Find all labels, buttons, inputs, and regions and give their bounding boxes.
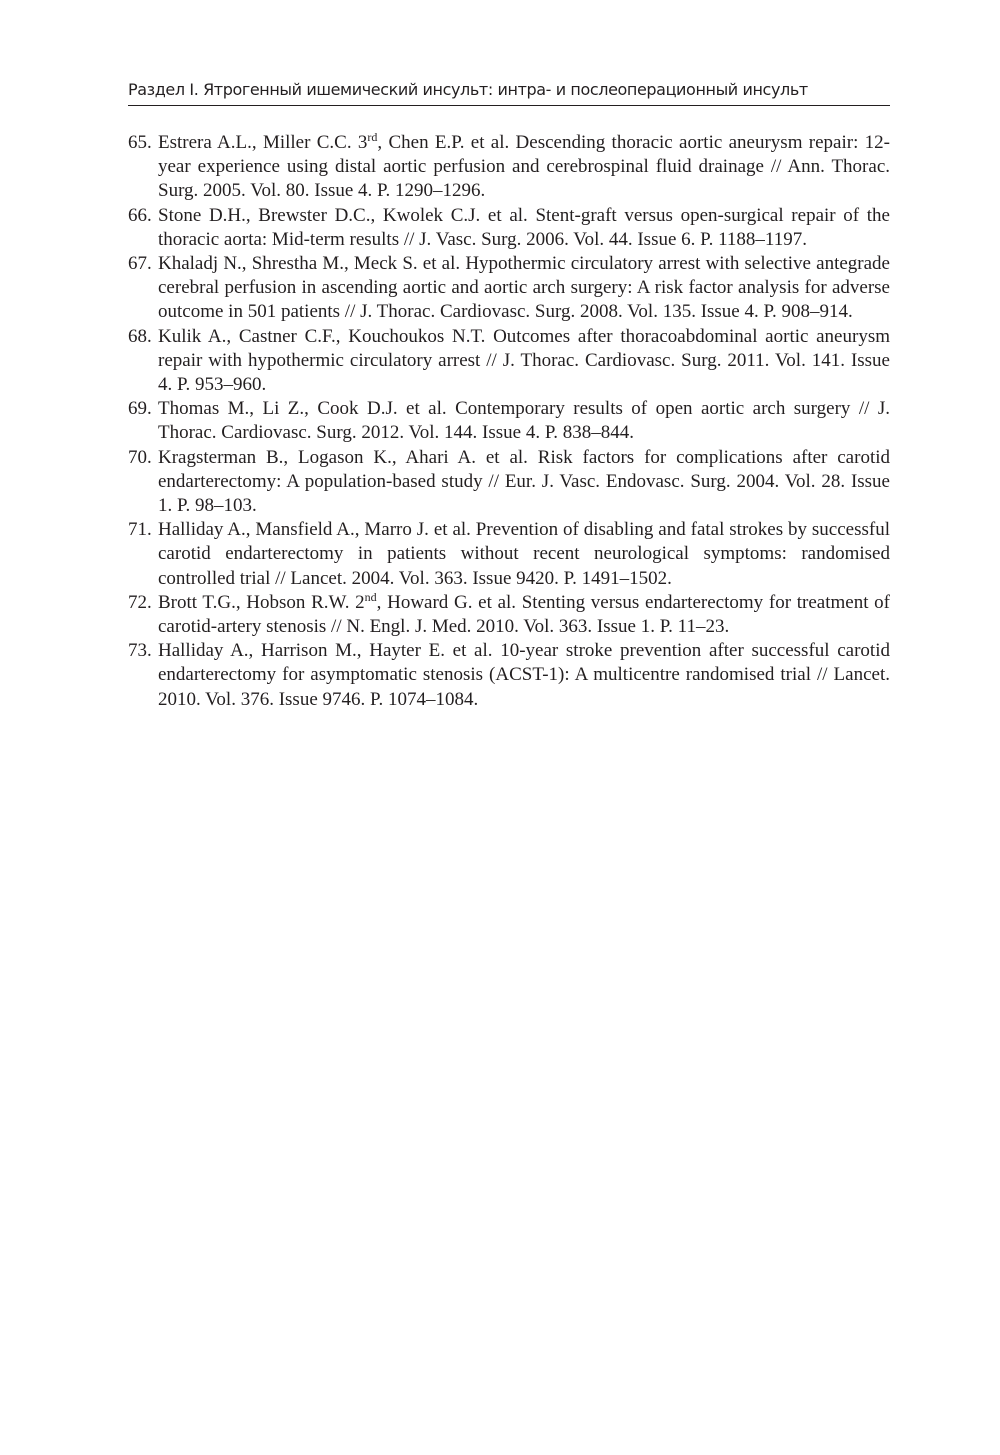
reference-text-part: Brott T.G., Hobson R.W. 2 bbox=[158, 591, 365, 613]
reference-superscript: rd bbox=[367, 130, 378, 144]
reference-item bbox=[128, 397, 890, 445]
reference-superscript: nd bbox=[364, 589, 377, 604]
running-header: Раздел I. Ятрогенный ишемический инсульт: интра- и послеоперационный инсульт bbox=[128, 80, 808, 99]
reference-item bbox=[128, 518, 890, 591]
reference-text-part: Estrera A.L., Miller C.C. 3 bbox=[158, 132, 368, 153]
reference-item bbox=[128, 204, 890, 252]
reference-text bbox=[158, 589, 890, 638]
reference-text: Stone D.H., Brewster D.C., Kwolek C.J. et al. Stent-graft versus open-surgical repair of the thoracic aorta: Mid-term results // J. Vasc. Surg. 2006. Vol. 44. Issue 6. P. 1188–1197. bbox=[158, 204, 890, 250]
reference-item bbox=[128, 591, 890, 639]
reference-number: 72. bbox=[128, 591, 152, 613]
reference-text-part: , Howard G. et al. Stenting versus endarterectomy for treatment of carotid-artery stenosis // N. Engl. J. Med. 2010. Vol. 363. Issue 1. P. 11–23. bbox=[158, 591, 890, 638]
reference-item bbox=[128, 639, 890, 712]
reference-text: Thomas M., Li Z., Cook D.J. et al. Contemporary results of open aortic arch surgery // J. Thorac. Cardiovasc. Surg. 2012. Vol. 144. Issue 4. P. 838–844. bbox=[158, 398, 890, 444]
reference-number: 67. bbox=[128, 253, 152, 275]
reference-number: 68. bbox=[128, 325, 152, 347]
reference-number: 70. bbox=[128, 446, 152, 468]
reference-text: Halliday A., Harrison M., Hayter E. et al. 10-year stroke prevention after successful carotid endarterectomy for asymptomatic stenosis (ACST-1): A multicentre randomised trial // Lancet. 2010. Vol. 376. Issue 9746. P. 1074–1084. bbox=[158, 640, 890, 710]
reference-item bbox=[128, 446, 890, 519]
reference-text bbox=[158, 132, 890, 201]
header-rule bbox=[128, 105, 890, 106]
reference-number: 69. bbox=[128, 398, 152, 420]
reference-text-part: , Chen E.P. et al. Descending thoracic aortic aneurysm repair: 12-year experience using distal aortic perfusion and cerebrospinal fluid drainage // Ann. Thorac. Surg. 2005. Vol. 80. Issue 4. P. 1290–1296. bbox=[158, 132, 890, 202]
reference-list bbox=[128, 131, 890, 712]
reference-item bbox=[128, 131, 890, 204]
reference-item bbox=[128, 252, 890, 325]
reference-text: Kulik A., Castner C.F., Kouchoukos N.T. Outcomes after thoracoabdominal aortic aneurysm repair with hypothermic circulatory arrest // J. Thorac. Cardiovasc. Surg. 2011. Vol. 141. Issue 4. P. 953–960. bbox=[158, 325, 890, 396]
reference-number: 66. bbox=[128, 204, 152, 226]
reference-item bbox=[128, 325, 890, 398]
reference-text: Halliday A., Mansfield A., Marro J. et al. Prevention of disabling and fatal strokes by successful carotid endarterectomy in patients without recent neurological symptoms: randomised controlled trial // Lancet. 2004. Vol. 363. Issue 9420. P. 1491–1502. bbox=[158, 519, 890, 589]
reference-number: 71. bbox=[128, 519, 152, 541]
reference-number: 65. bbox=[128, 132, 152, 153]
reference-number: 73. bbox=[128, 640, 152, 662]
reference-text: Khaladj N., Shrestha M., Meck S. et al. Hypothermic circulatory arrest with selective antegrade cerebral perfusion in ascending aortic and aortic arch surgery: A risk factor analysis for adverse outcome in 501 patients // J. Thorac. Cardiovasc. Surg. 2008. Vol. 135. Issue 4. P. 908–914. bbox=[158, 253, 890, 323]
reference-text: Kragsterman B., Logason K., Ahari A. et al. Risk factors for complications after carotid endarterectomy: A population-based study // Eur. J. Vasc. Endovasc. Surg. 2004. Vol. 28. Issue 1. P. 98–103. bbox=[158, 446, 890, 517]
